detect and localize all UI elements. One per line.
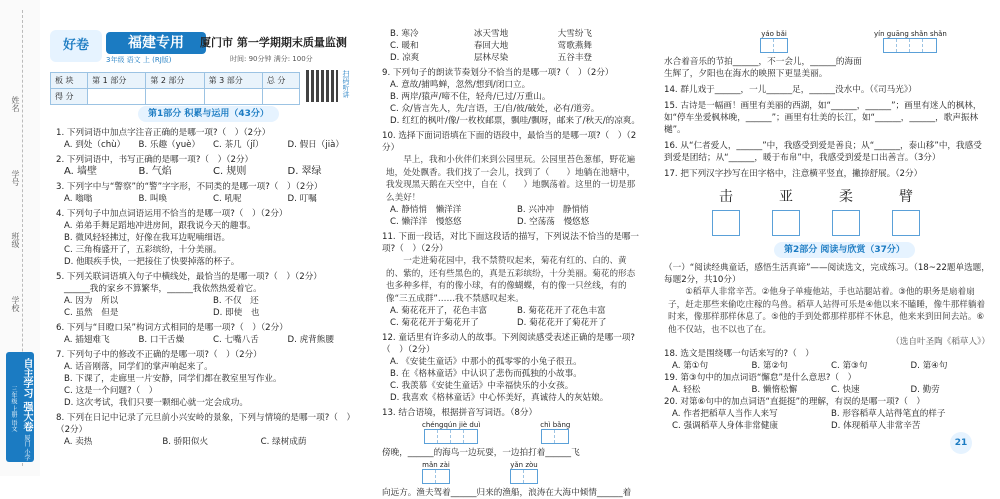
option[interactable]: D. 菊花花开了菊花开了 (517, 318, 607, 328)
right-column (650, 0, 1000, 476)
question-14: 14. 群儿戏于______，一儿______足，______没水中。（《司马光》） (664, 85, 917, 95)
option[interactable]: C. 菊花花开于菊花开了 (390, 318, 479, 328)
option[interactable]: A. 话音刚落，同学们的掌声响起来了。 (64, 362, 213, 372)
left-question: 2. 下列词语中，书写正确的是哪一项?（ ）（2分） (56, 155, 254, 165)
copy-char: 柔 (832, 186, 860, 236)
option[interactable]: C. 虽然 但是 (64, 308, 119, 318)
mid-question: 13. 结合语境，根据拼音写词语。（8分） (382, 408, 538, 418)
score-cell[interactable] (146, 89, 204, 105)
option[interactable]: D. 第④句 (910, 361, 948, 371)
logo: 好卷 (50, 30, 102, 62)
option[interactable]: C. 这是一个问题?（ ） (64, 386, 158, 396)
writing-box[interactable] (892, 210, 920, 236)
q13-line-top: 水合着音乐的节拍______，不一会儿，______的海面 (664, 57, 862, 67)
middle-column (374, 0, 650, 498)
left-options (56, 193, 362, 205)
mid-question: 11. 下面一段话，对比下面这段话的描写，下列说法不恰当的是哪一项?（ ）（2分） (382, 232, 640, 254)
option[interactable]: A. 静悄悄 懒洋洋 (390, 205, 462, 215)
option[interactable]: B. 口干舌燥 (138, 335, 185, 345)
left-question: 3. 下列字中与“警察”的“警”字字形，不同类的是哪一项?（ ）（2分） (56, 182, 323, 192)
writing-box[interactable] (772, 210, 800, 236)
q11-passage: 一走进菊花园中，我不禁赞叹起来，菊花有红的、白的、黄的、紫的，还有些黑色的，真是五彩缤纷，十分美丽。菊花的形态也多种多样，有的像小球，有的像蝴蝶，有的像一只丝线，有的像“三五成群”……我不禁感叹起来。 (386, 256, 636, 304)
option[interactable]: D. 翠绿 (287, 166, 322, 177)
pinyin-cell (510, 461, 538, 485)
score-cell[interactable] (262, 89, 299, 105)
option[interactable]: C. 绿树成荫 (260, 437, 307, 447)
pinyin-cell (422, 421, 480, 445)
question-16: 16. 从“仁者爱人，______”中，我感受到爱是善良；从“______，泰山移”中，我感受到爱是团结；从“______，暖于布帛”中，我感受到爱是口出善言。（3分） (664, 141, 982, 163)
left-options (56, 436, 362, 448)
option[interactable]: B. 菊花花开了花色丰富 (517, 306, 606, 316)
qr-code[interactable] (306, 70, 338, 102)
pinyin-row-top (664, 30, 990, 54)
brand-subtext: 厦门 小学 三年级 上册 语文 (10, 386, 30, 461)
left-questions (56, 124, 362, 448)
writing-box[interactable] (712, 210, 740, 236)
reading-intro: （一）“阅读经典童话，感悟生活真谛”——阅读选文，完成练习。（18~22题单选题，每题2分，共10分） (664, 263, 990, 285)
pinyin-cell (760, 30, 788, 54)
score-head: 第 2 部分 (146, 73, 204, 89)
option[interactable]: C. 三角梅盛开了，五彩缤纷，十分美丽。 (64, 245, 222, 255)
option[interactable]: D. 假日（jià） (287, 140, 344, 150)
question-15: 15. 古诗是一幅画！画里有美丽的西湖，如“______，______”；画里有迷人的枫林，如“停车坐爱枫林晚，______”；画里有壮美的长江，如“______，______，歌声振林樾”。 (664, 101, 982, 135)
brand-text: 自主学习 强大卷 (21, 357, 32, 432)
mid-options (382, 28, 644, 64)
score-cell[interactable] (88, 89, 146, 105)
option[interactable]: C. 众/皆言先人，先/言语，王/自/彼/破处，必有/道旁。 (390, 104, 600, 114)
left-options (56, 139, 362, 151)
option[interactable]: A. 弟弟手舞足蹈地冲进房间，跟我说今天的趣事。 (64, 221, 256, 231)
option[interactable]: B. 两岸/猿声/啼不住，轻舟/已过/万重山。 (390, 92, 551, 102)
option[interactable]: A. 卖热 (64, 437, 93, 447)
score-head: 第 1 部分 (88, 73, 146, 89)
option[interactable]: B. 乐趣（yuè） (138, 140, 201, 150)
question-19: 19. 第③句中的加点词语“懈怠”是什么意思?（ ） (664, 373, 857, 383)
q13-line-1: 傍晚，______的海鸟一边玩耍，一边拍打着______飞 (382, 448, 580, 458)
qr-label: 扫码听讲 (342, 70, 350, 98)
score-row-label: 得 分 (51, 89, 88, 105)
option[interactable]: A. 《安徒生童话》中那小的孤零零的小兔子很丑。 (390, 357, 582, 367)
mid-question: 10. 选择下面词语填在下面的语段中，最恰当的是哪一项?（ ）（2分） (382, 131, 637, 153)
copy-char: 臂 (892, 186, 920, 236)
mid-options (382, 79, 644, 127)
mid-options (382, 356, 644, 404)
option[interactable]: D. 勤劳 (910, 385, 940, 395)
mid-options (382, 204, 644, 228)
option[interactable]: A. 插翅难飞 (64, 335, 110, 345)
page-number: 21 (950, 432, 972, 454)
copy-grid (664, 186, 990, 236)
pinyin-cell (422, 461, 450, 485)
pinyin-text: chéngqún jiè duì (422, 421, 481, 429)
score-head: 第 3 部分 (204, 73, 262, 89)
option[interactable]: C. 茶几（jǐ） (213, 140, 264, 150)
option[interactable]: C. 强调稻草人身体非常健康 (672, 421, 778, 431)
binding-strip (0, 0, 40, 476)
brand-badge (6, 352, 34, 462)
name-label: 姓名 (11, 96, 20, 112)
option[interactable]: ______我的家乡不算繁华，______我依然热爱着它。 (64, 284, 262, 294)
school-label: 学校 (11, 296, 20, 312)
left-question: 4. 下列句子中加点词语运用不恰当的是哪一项?（ ）（2分） (56, 209, 288, 219)
score-head: 总 分 (262, 73, 299, 89)
left-question: 6. 下列与“目瞪口呆”构词方式相同的是哪一项?（ ）（2分） (56, 323, 288, 333)
section-2-title: 第2部分 阅读与欣赏（37分） (774, 242, 915, 258)
score-cell[interactable] (204, 89, 262, 105)
left-question: 7. 下列句子中的修改不正确的是哪一项?（ ）（2分） (56, 350, 262, 360)
option[interactable]: B. 第②句 (751, 361, 788, 371)
option[interactable]: 大雪纷飞 (557, 29, 593, 39)
q13-line-top2: 生辉了，夕阳也在海水的映照下更显美丽。 (664, 69, 828, 79)
reading-passage: ①稻草人非常辛苦。②他身子单瘦他站，手也站腿站着。③他的职务是扇着扇子，赶走那些来偷吃庄稼的鸟兽。稻草人站得可乐是④他以来不瞌睡，像牛那样躺着时来，像那样那样休息了。⑤他的手到处都那样那样不休息，他来来到田间去站。⑥他不仅站，也不以也了在。 (668, 287, 986, 335)
option[interactable]: B. 气焰 (138, 166, 172, 177)
option[interactable]: B. 兴冲冲 静悄悄 (517, 205, 589, 215)
option[interactable]: A. 到处（chù） (64, 140, 126, 150)
left-options (56, 166, 362, 178)
option[interactable]: C. 七嘴八舌 (213, 335, 259, 345)
id-label: 学号 (11, 170, 20, 186)
option[interactable]: A. 菊花花开了，花色丰富 (390, 306, 488, 316)
option[interactable]: B. 不仅 还 (213, 296, 259, 306)
option[interactable]: C. 我羡慕《安徒生童话》中幸福快乐的小女孩。 (390, 381, 574, 391)
class-label: 班级 (11, 232, 20, 248)
answer-grid[interactable] (422, 469, 450, 484)
option[interactable]: B. 寒冷 (390, 29, 419, 39)
option[interactable]: A. 轻松 (672, 385, 701, 395)
option[interactable]: B. 骄阳似火 (162, 437, 209, 447)
option[interactable]: C. 吼呢 (213, 194, 242, 204)
option[interactable]: D. 体现稻草人非常辛苦 (831, 421, 921, 431)
right-content (664, 28, 990, 432)
option[interactable]: 莺歌燕舞 (557, 41, 593, 51)
option[interactable]: B. 懒惰松懈 (751, 385, 798, 395)
option[interactable]: C. 暖和 (390, 41, 419, 51)
answer-grid[interactable] (541, 429, 569, 444)
score-head: 板 块 (51, 73, 88, 89)
option[interactable]: D. 我喜欢《格林童话》中心怀美好，真诚待人的灰姑娘。 (390, 393, 609, 403)
pinyin-cell (540, 421, 570, 445)
grade-label: 3年级 语文 上 (RJ版) (106, 56, 172, 64)
header (50, 30, 350, 64)
answer-grid[interactable] (510, 469, 538, 484)
pinyin-row (382, 461, 644, 485)
answer-grid[interactable] (424, 429, 478, 444)
mid-question: 9. 下列句子的朗读节奏划分不恰当的是哪一项?（ ）（2分） (382, 68, 614, 78)
option[interactable]: 层林尽染 (473, 53, 509, 63)
q10-passage: 早上，我和小伙伴们来到公园里玩。公园里苔色葱郁，野花遍地，处处飘香。我们找了一会儿，找到了（ ）地躺在池塘中，我发现黑天鹅在天空中，自在（ ）地飘荡着。这里的一切是那么美好！ (386, 155, 636, 203)
pinyin-text: yín guāng shǎn shǎn (874, 30, 947, 38)
option[interactable]: A. 因为 所以 (64, 296, 119, 306)
q20-options (664, 408, 990, 432)
left-options (56, 283, 362, 295)
left-question: 5. 下列关联词语填入句子中横线处，最恰当的是哪一项?（ ）（2分） (56, 272, 322, 282)
option[interactable]: D. 空荡荡 慢悠悠 (517, 217, 590, 227)
q13-line-2: 向远方。渔夫驾着______归来的渔船，浪涛在大海中倾情______着 (382, 488, 632, 498)
option[interactable]: C. 规则 (213, 166, 247, 177)
reading-source: （选自叶圣陶《稻草人》） (891, 337, 990, 347)
option[interactable]: A. 嗡嗡 (64, 194, 93, 204)
left-options (56, 334, 362, 346)
copy-char: 击 (712, 186, 740, 236)
q19-options (664, 384, 990, 396)
option[interactable]: 五谷丰登 (557, 53, 593, 63)
option[interactable]: D. 即使 也 (213, 308, 260, 318)
option[interactable]: B. 微风轻轻拂过，好像在我耳边呢喃细语。 (64, 233, 231, 243)
score-table (50, 72, 300, 105)
question-17: 17. 把下列汉字抄写在田字格中，注意横平竖直，撇捺舒展。（2分） (664, 169, 923, 179)
left-question: 8. 下列在日记中记录了元旦前小兴安岭的景象，下列与情境的是哪一项?（ ）（2分） (56, 413, 356, 435)
middle-content (382, 28, 644, 499)
option[interactable]: 冰天雪地 (473, 29, 509, 39)
left-options (56, 220, 362, 268)
option[interactable]: C. 懒洋洋 慢悠悠 (390, 217, 462, 227)
option[interactable]: D. 叮嘱 (287, 194, 317, 204)
pinyin-text: yáo bǎi (761, 30, 787, 38)
option[interactable]: A. 意故/捕鸣蝉，忽然/想到/闭口立。 (390, 80, 531, 90)
writing-box[interactable] (832, 210, 860, 236)
option[interactable]: B. 叫唤 (138, 194, 168, 204)
option[interactable]: B. 在《格林童话》中认识了悲伤而孤独的小故事。 (390, 369, 582, 379)
pinyin-row (382, 421, 644, 445)
exam-title: 厦门市 第一学期期末质量监测 (200, 36, 347, 49)
pinyin-text: chì bǎng (540, 421, 571, 429)
section-1-title: 第1部分 积累与运用（43分） (138, 106, 279, 122)
left-options (56, 361, 362, 409)
left-question: 1. 下列词语中加点字注音正确的是哪一项?（ ）（2分） (56, 128, 271, 138)
question-20: 20. 对第⑥句中的加点词语“直挺挺”的理解，有误的是哪一项?（ ） (664, 397, 926, 407)
option[interactable]: D. 他眼疾手快，一把接住了快要掉落的杯子。 (64, 257, 240, 267)
q18-options (664, 360, 990, 372)
copy-char: 亚 (772, 186, 800, 236)
exam-meta: 时间: 90分钟 满分: 100分 (230, 55, 313, 63)
option[interactable]: B. 下课了，走廊里一片安静，同学们都在教室里写作业。 (64, 374, 282, 384)
pinyin-text: yǎn zòu (510, 461, 538, 469)
left-options (56, 295, 362, 319)
option[interactable]: A. 作者把稻草人当作人来写 (672, 409, 778, 419)
option[interactable]: D. 红红的枫叶/像/一枚枚邮票，飘哇/飘呀，邮来了/秋天/的凉爽。 (390, 116, 640, 126)
region-tag: 福建专用 (106, 32, 206, 54)
mid-question: 12. 童话里有许多动人的故事。下列阅读感受表述正确的是哪一项?（ ）（2分） (382, 333, 635, 355)
option[interactable]: D. 这次考试，我们只要一颗细心就一定会成功。 (64, 398, 248, 408)
option[interactable]: C. 第③句 (831, 361, 868, 371)
option[interactable]: 春回大地 (473, 41, 509, 51)
option[interactable]: B. 形容稻草人站得笔直的样子 (831, 409, 946, 419)
option[interactable]: A. 第①句 (672, 361, 709, 371)
question-18: 18. 选文是围绕哪一句话来写的?（ ） (664, 349, 814, 359)
mid-options (382, 305, 644, 329)
option[interactable]: D. 凉爽 (390, 53, 420, 63)
option[interactable]: D. 虎背熊腰 (287, 335, 334, 345)
option[interactable]: A. 墙壁 (64, 166, 98, 177)
pinyin-text: mǎn zài (422, 461, 450, 469)
option[interactable]: C. 快速 (831, 385, 860, 395)
pinyin-cell (874, 30, 947, 54)
